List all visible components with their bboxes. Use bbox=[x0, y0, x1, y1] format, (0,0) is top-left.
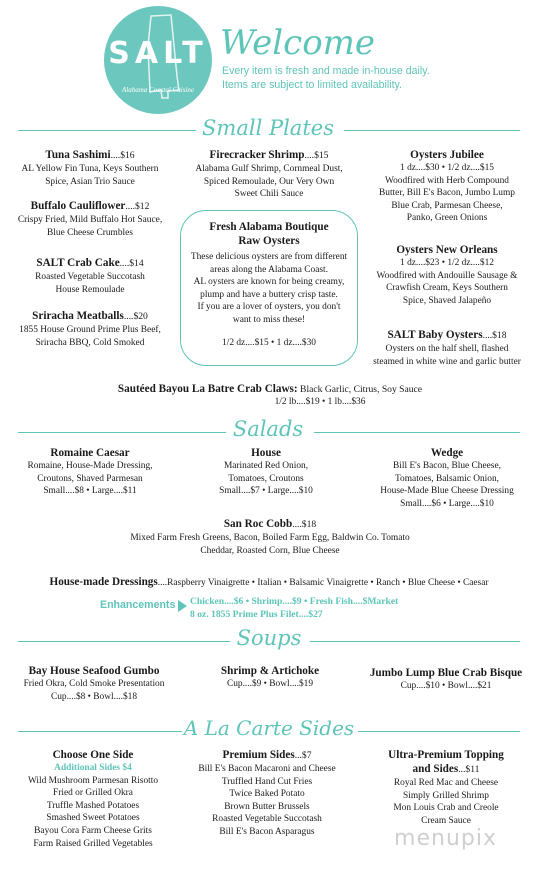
menupix-watermark: menupix bbox=[394, 826, 497, 851]
divider-left bbox=[18, 432, 226, 433]
item-name: Shrimp & Artichoke bbox=[220, 665, 320, 677]
raw-oysters-title-1: Fresh Alabama Boutique bbox=[209, 221, 329, 233]
item-desc: If you are a lover of oysters, you don't bbox=[197, 302, 341, 313]
side-item: Brown Butter Brussels bbox=[224, 801, 310, 812]
item-desc: Spiced Remoulade, Our Very Own bbox=[203, 176, 335, 187]
item-desc: Spice, Shaved Jalapeño bbox=[402, 295, 492, 306]
crab-claws-item bbox=[40, 382, 500, 397]
item-name: Oysters New Orleans bbox=[396, 244, 498, 256]
oysters-jubilee-item bbox=[362, 148, 532, 225]
divider-right bbox=[310, 641, 520, 642]
raw-oysters-title-2: Raw Oysters bbox=[238, 235, 300, 247]
side-item: Fried or Grilled Okra bbox=[53, 788, 133, 799]
item-name: Choose One Side bbox=[52, 749, 134, 761]
item-desc: Blue Cheese Crumbles bbox=[47, 227, 133, 238]
buffalo-cauliflower-item bbox=[4, 199, 176, 239]
enhancements-label: Enhancements bbox=[100, 599, 176, 611]
side-item: Mon Louis Crab and Creole bbox=[393, 803, 499, 814]
item-desc: 1855 House Ground Prime Plus Beef, bbox=[19, 325, 161, 335]
item-desc: steamed in white wine and garlic butter bbox=[373, 356, 521, 367]
dressings-label: House-made Dressings bbox=[49, 576, 158, 588]
item-prices: Cup....$8 • Bowl....$18 bbox=[50, 691, 138, 702]
item-desc: Croutons, Shaved Parmesan bbox=[37, 473, 143, 484]
item-desc: These delicious oysters are from different bbox=[190, 252, 348, 262]
item-name: San Roc Cobb bbox=[223, 518, 293, 530]
item-price: ....$14 bbox=[119, 258, 144, 269]
item-desc: Butter, Bill E's Bacon, Jumbo Lump bbox=[379, 188, 515, 199]
item-prices: Small....$6 • Large....$10 bbox=[400, 498, 494, 509]
side-item: Twice Baked Potato bbox=[229, 789, 305, 800]
item-price: ....$18 bbox=[482, 330, 507, 341]
item-name: Tuna Sashimi bbox=[45, 149, 111, 161]
enhancements-line-1: Chicken....$6 • Shrimp....$9 • Fresh Fish....$Market bbox=[190, 596, 399, 607]
item-name: Buffalo Cauliflower bbox=[30, 200, 126, 212]
item-price: ...$7 bbox=[294, 750, 312, 761]
item-name: Wedge bbox=[430, 447, 464, 459]
item-name: Firecracker Shrimp bbox=[209, 149, 305, 161]
item-desc: areas along the Alabama Coast. bbox=[210, 264, 328, 275]
item-desc: House-Made Blue Cheese Dressing bbox=[380, 486, 514, 497]
item-prices: Cup....$10 • Bowl....$21 bbox=[400, 681, 492, 691]
divider-right bbox=[344, 130, 520, 131]
welcome-line-2: Items are subject to limited availability. bbox=[222, 79, 402, 91]
item-desc: Alabama Gulf Shrimp, Cornmeal Dust, bbox=[195, 164, 343, 174]
item-desc: AL oysters are known for being creamy, bbox=[193, 277, 345, 288]
item-desc: Bill E's Bacon, Blue Cheese, bbox=[393, 461, 501, 471]
logo-text: SALT bbox=[108, 36, 208, 71]
item-prices: Small....$7 • Large....$10 bbox=[219, 486, 313, 497]
raw-oysters-item bbox=[184, 220, 354, 349]
item-prices: Small....$8 • Large....$11 bbox=[43, 486, 137, 497]
item-desc: Woodfired with Herb Compound bbox=[385, 175, 509, 186]
raw-oysters-prices: 1/2 dz....$15 • 1 dz....$30 bbox=[222, 337, 316, 348]
shrimp-artichoke-item bbox=[184, 664, 356, 691]
item-desc: Oysters on the half shell, flashed bbox=[385, 344, 509, 354]
logo-subtitle: Alabama Coastal Cuisine bbox=[122, 86, 194, 94]
side-item: Smashed Sweet Potatoes bbox=[46, 813, 140, 824]
dressings-row bbox=[4, 572, 534, 590]
side-item: Simply Grilled Shrimp bbox=[403, 790, 489, 801]
house-salad-item bbox=[180, 446, 352, 498]
side-item: Roasted Vegetable Succotash bbox=[212, 814, 322, 825]
side-item: Truffled Hand Cut Fries bbox=[221, 776, 313, 787]
item-desc: Black Garlic, Citrus, Soy Sauce bbox=[297, 384, 423, 395]
item-desc: Mixed Farm Fresh Greens, Bacon, Boiled Farm Egg, Baldwin Co. Tomato bbox=[130, 533, 410, 543]
item-desc: want to miss these! bbox=[232, 314, 306, 325]
divider-left bbox=[18, 641, 230, 642]
item-price: ....$15 bbox=[304, 150, 329, 161]
item-desc: Sriracha BBQ, Cold Smoked bbox=[35, 337, 145, 348]
section-sides: A La Carte Sides bbox=[183, 716, 355, 740]
item-price: ....$18 bbox=[292, 519, 317, 530]
side-item: Truffle Mashed Potatoes bbox=[46, 800, 140, 811]
side-item: Bayou Cora Farm Cheese Grits bbox=[34, 825, 152, 836]
item-desc: Spice, Asian Trio Sauce bbox=[45, 176, 135, 187]
section-soups: Soups bbox=[236, 626, 302, 650]
section-salads: Salads bbox=[232, 417, 304, 441]
section-small-plates: Small Plates bbox=[202, 116, 334, 140]
item-prices: 1 dz....$23 • 1/2 dz....$12 bbox=[400, 258, 494, 268]
item-desc: Crispy Fried, Mild Buffalo Hot Sauce, bbox=[17, 215, 163, 225]
choose-one-side-item bbox=[4, 748, 182, 850]
ultra-premium-sides-item bbox=[356, 748, 536, 827]
item-name: and Sides bbox=[412, 763, 459, 775]
item-name: Premium Sides bbox=[222, 749, 295, 761]
item-price: ....$16 bbox=[110, 150, 135, 161]
item-price: ....$20 bbox=[123, 311, 148, 322]
item-desc: Sweet Chili Sauce bbox=[234, 189, 304, 200]
divider-left bbox=[18, 130, 196, 131]
item-prices: Cup....$9 • Bowl....$19 bbox=[226, 679, 314, 689]
item-name: Sautéed Bayou La Batre Crab Claws: bbox=[117, 383, 298, 395]
item-price: ....$12 bbox=[125, 201, 150, 212]
item-name: SALT Baby Oysters bbox=[387, 329, 483, 341]
side-item: Bill E's Bacon Macaroni and Cheese bbox=[198, 764, 336, 774]
salt-crab-cake-item bbox=[4, 256, 176, 296]
oysters-new-orleans-item bbox=[362, 243, 532, 307]
item-desc: AL Yellow Fin Tuna, Keys Southern bbox=[21, 164, 159, 174]
item-desc: plump and have a buttery crisp taste. bbox=[200, 289, 338, 300]
item-name: Ultra-Premium Topping bbox=[388, 749, 504, 761]
item-desc: Tomatoes, Croutons bbox=[228, 473, 304, 484]
firecracker-shrimp-item bbox=[180, 148, 358, 201]
item-price: ...$11 bbox=[458, 764, 480, 775]
item-desc: Panko, Green Onions bbox=[406, 213, 488, 224]
item-desc: Roasted Vegetable Succotash bbox=[35, 272, 145, 282]
item-desc: Marinated Red Onion, bbox=[223, 461, 309, 471]
salt-logo bbox=[104, 6, 212, 114]
item-desc: Cheddar, Roasted Corn, Blue Cheese bbox=[200, 545, 340, 556]
san-roc-cobb-item bbox=[40, 517, 500, 557]
romaine-caesar-item bbox=[4, 446, 176, 498]
item-prices: 1/2 lb....$19 • 1 lb....$36 bbox=[274, 397, 366, 407]
item-desc: Fried Okra, Cold Smoke Presentation bbox=[23, 679, 165, 689]
premium-sides-item bbox=[180, 748, 354, 839]
divider-right bbox=[358, 731, 520, 732]
item-desc: Blue Crab, Parmesan Cheese, bbox=[391, 200, 503, 211]
item-desc: Tomatoes, Balsamic Onion, bbox=[394, 473, 499, 484]
welcome-line-1: Every item is fresh and made in-house daily. bbox=[222, 65, 430, 77]
side-item: Farm Raised Grilled Vegetables bbox=[33, 838, 153, 849]
item-name: House bbox=[251, 447, 281, 459]
item-desc: Crawfish Cream, Keys Southern bbox=[386, 283, 508, 294]
additional-sides-note: Additional Sides $4 bbox=[54, 763, 132, 773]
item-name: Jumbo Lump Blue Crab Bisque bbox=[369, 667, 523, 679]
item-desc: House Remoulade bbox=[55, 284, 125, 295]
dressings-list: ....Raspberry Vinaigrette • Italian • Balsamic Vinaigrette • Ranch • Blue Cheese • Caesar bbox=[157, 578, 489, 588]
side-item: Bill E's Bacon Asparagus bbox=[219, 826, 315, 837]
side-item: Royal Red Mac and Cheese bbox=[393, 778, 499, 788]
item-prices: 1 dz....$30 • 1/2 dz....$15 bbox=[400, 163, 494, 173]
item-desc: Romaine, House-Made Dressing, bbox=[27, 461, 153, 471]
seafood-gumbo-item bbox=[4, 664, 184, 703]
sriracha-meatballs-item bbox=[4, 309, 176, 349]
welcome-title: Welcome bbox=[220, 23, 376, 63]
crab-bisque-item bbox=[356, 666, 536, 693]
item-name: Bay House Seafood Gumbo bbox=[28, 665, 160, 677]
crab-claws-prices-row bbox=[200, 396, 440, 409]
wedge-salad-item bbox=[358, 446, 536, 510]
divider-left bbox=[18, 731, 182, 732]
salt-baby-oysters-item bbox=[356, 328, 537, 368]
item-name: SALT Crab Cake bbox=[36, 257, 120, 269]
side-item: Wild Mushroom Parmesan Risotto bbox=[27, 775, 159, 786]
triangle-arrow-icon bbox=[178, 600, 187, 612]
item-name: Sriracha Meatballs bbox=[32, 310, 124, 322]
item-desc: Woodfired with Andouille Sausage & bbox=[376, 270, 518, 281]
item-name: Oysters Jubilee bbox=[410, 149, 484, 161]
side-item: Cream Sauce bbox=[421, 815, 471, 826]
divider-right bbox=[314, 432, 520, 433]
tuna-sashimi-item bbox=[4, 148, 176, 188]
item-name: Romaine Caesar bbox=[50, 447, 130, 459]
enhancements-line-2: 8 oz. 1855 Prime Plus Filet....$27 bbox=[190, 609, 323, 620]
